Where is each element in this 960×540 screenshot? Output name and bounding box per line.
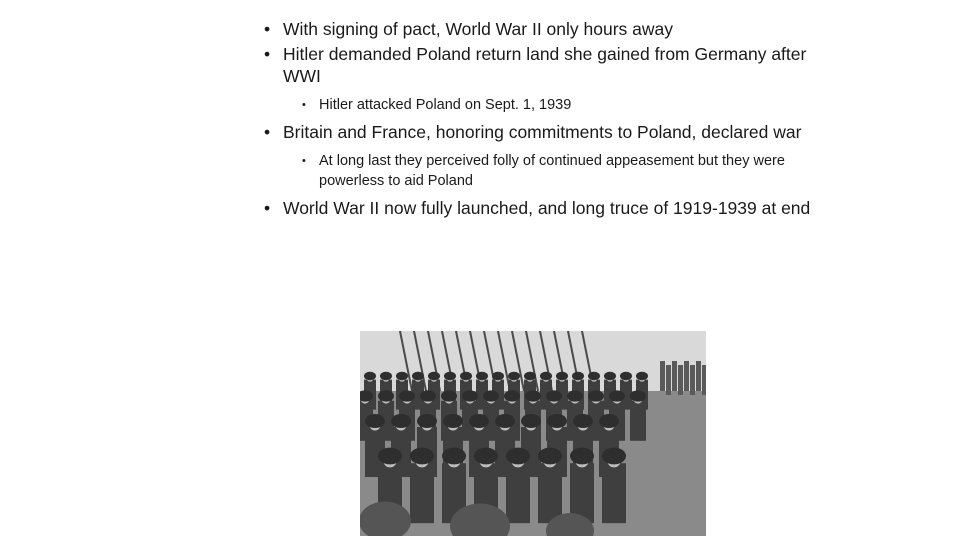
soldier-helmet [417,414,437,428]
sub-bullet-2: • At long last they perceived folly of continued appeasement but they were powerless to aid Poland [262,151,822,191]
soldier-helmet [602,448,626,465]
soldier-helmet [365,414,385,428]
soldier-helmet [567,390,583,401]
spectator-figure [696,361,701,391]
soldier-helmet [443,414,463,428]
soldier-helmet [588,390,604,401]
soldier-body [602,463,626,523]
soldier-helmet [428,372,440,380]
bullet-3: • Britain and France, honoring commitments to Poland, declared war [262,121,822,143]
soldier-helmet [399,390,415,401]
soldier-helmet [620,372,632,380]
soldier-helmet [364,372,376,380]
soldier-helmet [573,414,593,428]
soldier-helmet [547,414,567,428]
soldier-helmet [462,390,478,401]
soldier-helmet [525,390,541,401]
soldier-helmet [521,414,541,428]
spectator-figure [690,365,695,395]
soldier-helmet [570,448,594,465]
soldier-helmet [546,390,562,401]
soldier-helmet [609,390,625,401]
soldier-helmet [391,414,411,428]
soldier-helmet [460,372,472,380]
marching-soldiers-photo [360,331,706,536]
soldier-helmet [380,372,392,380]
spectator-figure [666,365,671,395]
soldier-body [630,401,646,441]
soldier-helmet [572,372,584,380]
bullet-1: • With signing of pact, World War II only hours away [262,18,822,40]
soldier-helmet [378,390,394,401]
soldier-helmet [556,372,568,380]
soldier-helmet [506,448,530,465]
soldier-body [506,463,530,523]
spectator-figure [678,365,683,395]
soldier-helmet [378,448,402,465]
soldier-helmet [504,390,520,401]
soldier-helmet [483,390,499,401]
bullet-2: • Hitler demanded Poland return land she gained from Germany after WWI [262,43,822,87]
soldier-helmet [420,390,436,401]
soldier-helmet [410,448,434,465]
soldier-helmet [630,390,646,401]
soldier-helmet [444,372,456,380]
soldier-helmet [441,390,457,401]
soldier-helmet [396,372,408,380]
soldier-helmet [474,448,498,465]
spectator-figure [660,361,665,391]
soldier-helmet [588,372,600,380]
spectator-figure [672,361,677,391]
soldier-helmet [636,372,648,380]
soldier-helmet [599,414,619,428]
photo-illustration [360,331,706,536]
soldier-helmet [412,372,424,380]
soldier-body [410,463,434,523]
bullet-4: • World War II now fully launched, and long truce of 1919-1939 at end [262,197,822,219]
soldier-helmet [469,414,489,428]
soldier-helmet [442,448,466,465]
spectator-figure [702,365,706,395]
soldier-helmet [495,414,515,428]
soldier-helmet [604,372,616,380]
sub-bullet-1: • Hitler attacked Poland on Sept. 1, 1939 [262,95,822,115]
soldier-helmet [508,372,520,380]
soldier-helmet [540,372,552,380]
soldier-body [538,463,562,523]
soldier-helmet [524,372,536,380]
bullet-list [262,18,822,219]
soldier-helmet [538,448,562,465]
soldier-helmet [476,372,488,380]
soldier-helmet [492,372,504,380]
spectator-figure [684,361,689,391]
